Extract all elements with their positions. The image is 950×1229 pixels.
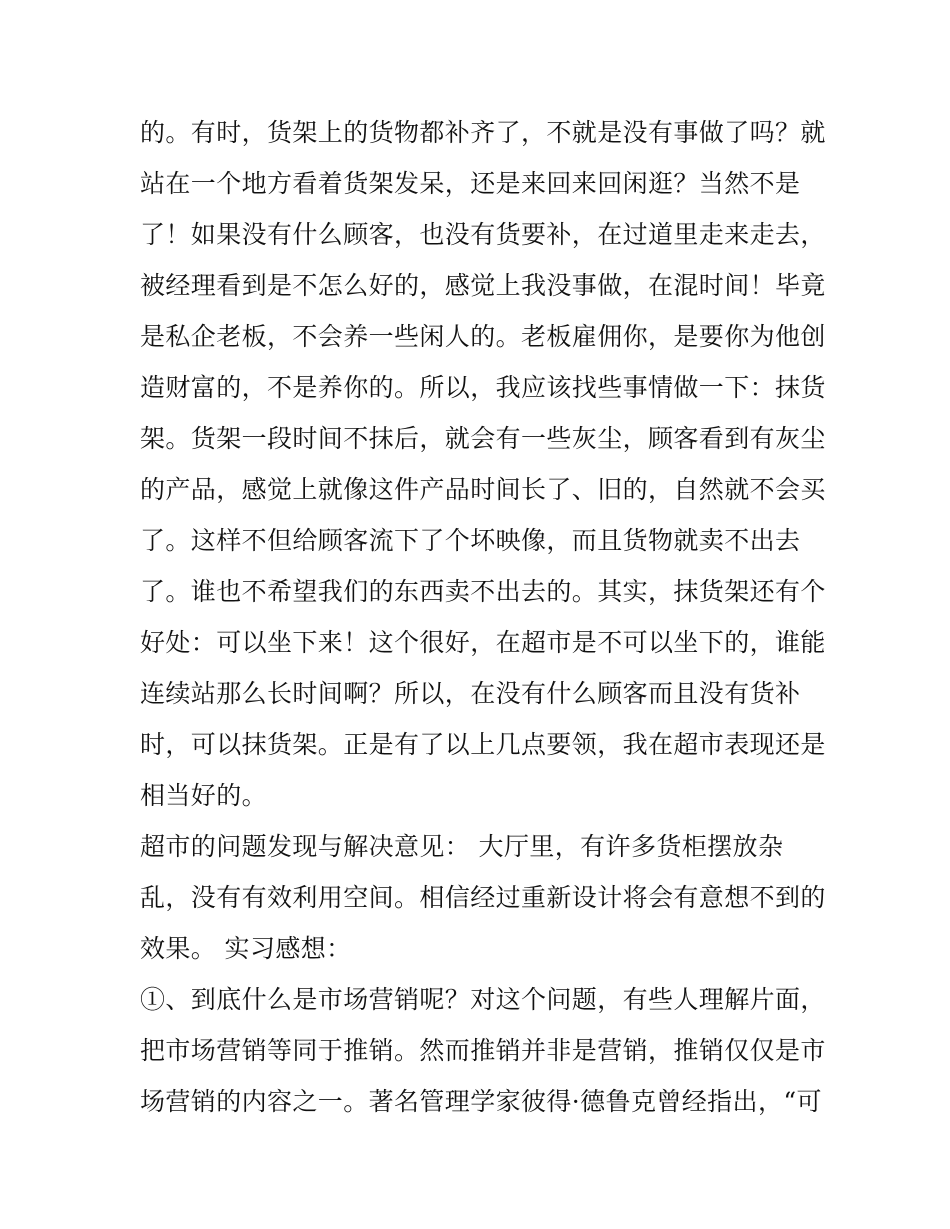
text-line: 场营销的内容之一。著名管理学家彼得·德鲁克曾经指出，“可 bbox=[140, 1087, 822, 1116]
text-line: 的。有时，货架上的货物都补齐了，不就是没有事做了吗？就 bbox=[140, 118, 826, 147]
numbered-item-line: ①、到底什么是市场营销呢？对这个问题，有些人理解片面， bbox=[140, 985, 826, 1014]
text-line: 架。货架一段时间不抹后，就会有一些灰尘，顾客看到有灰尘 bbox=[140, 424, 826, 453]
body-text bbox=[140, 107, 826, 1127]
text-line: 了！如果没有什么顾客，也没有货要补，在过道里走来走去， bbox=[140, 220, 826, 249]
text-line: 站在一个地方看着货架发呆，还是来回来回闲逛？当然不是 bbox=[140, 169, 801, 198]
text-line: 了。谁也不希望我们的东西卖不出去的。其实，抹货架还有个 bbox=[140, 577, 826, 606]
text-line: 把市场营销等同于推销。然而推销并非是营销，推销仅仅是市 bbox=[140, 1036, 826, 1065]
text-line: 的产品，感觉上就像这件产品时间长了、旧的，自然就不会买 bbox=[140, 475, 826, 504]
text-line: 造财富的，不是养你的。所以，我应该找些事情做一下：抹货 bbox=[140, 373, 826, 402]
text-line: 乱，没有有效利用空间。相信经过重新设计将会有意想不到的 bbox=[140, 883, 826, 912]
text-line: 相当好的。 bbox=[140, 781, 268, 810]
text-line: 了。这样不但给顾客流下了个坏映像，而且货物就卖不出去 bbox=[140, 526, 801, 555]
text-line: 是私企老板，不会养一些闲人的。老板雇佣你，是要你为他创 bbox=[140, 322, 826, 351]
text-line: 好处：可以坐下来！这个很好，在超市是不可以坐下的，谁能 bbox=[140, 628, 826, 657]
text-line: 效果。 实习感想： bbox=[140, 934, 352, 963]
text-line: 连续站那么长时间啊？所以，在没有什么顾客而且没有货补 bbox=[140, 679, 801, 708]
text-line: 被经理看到是不怎么好的，感觉上我没事做，在混时间！毕竟 bbox=[140, 271, 826, 300]
section-heading-line: 超市的问题发现与解决意见： 大厅里，有许多货柜摆放杂 bbox=[140, 832, 784, 861]
text-line: 时，可以抹货架。正是有了以上几点要领，我在超市表现还是 bbox=[140, 730, 826, 759]
